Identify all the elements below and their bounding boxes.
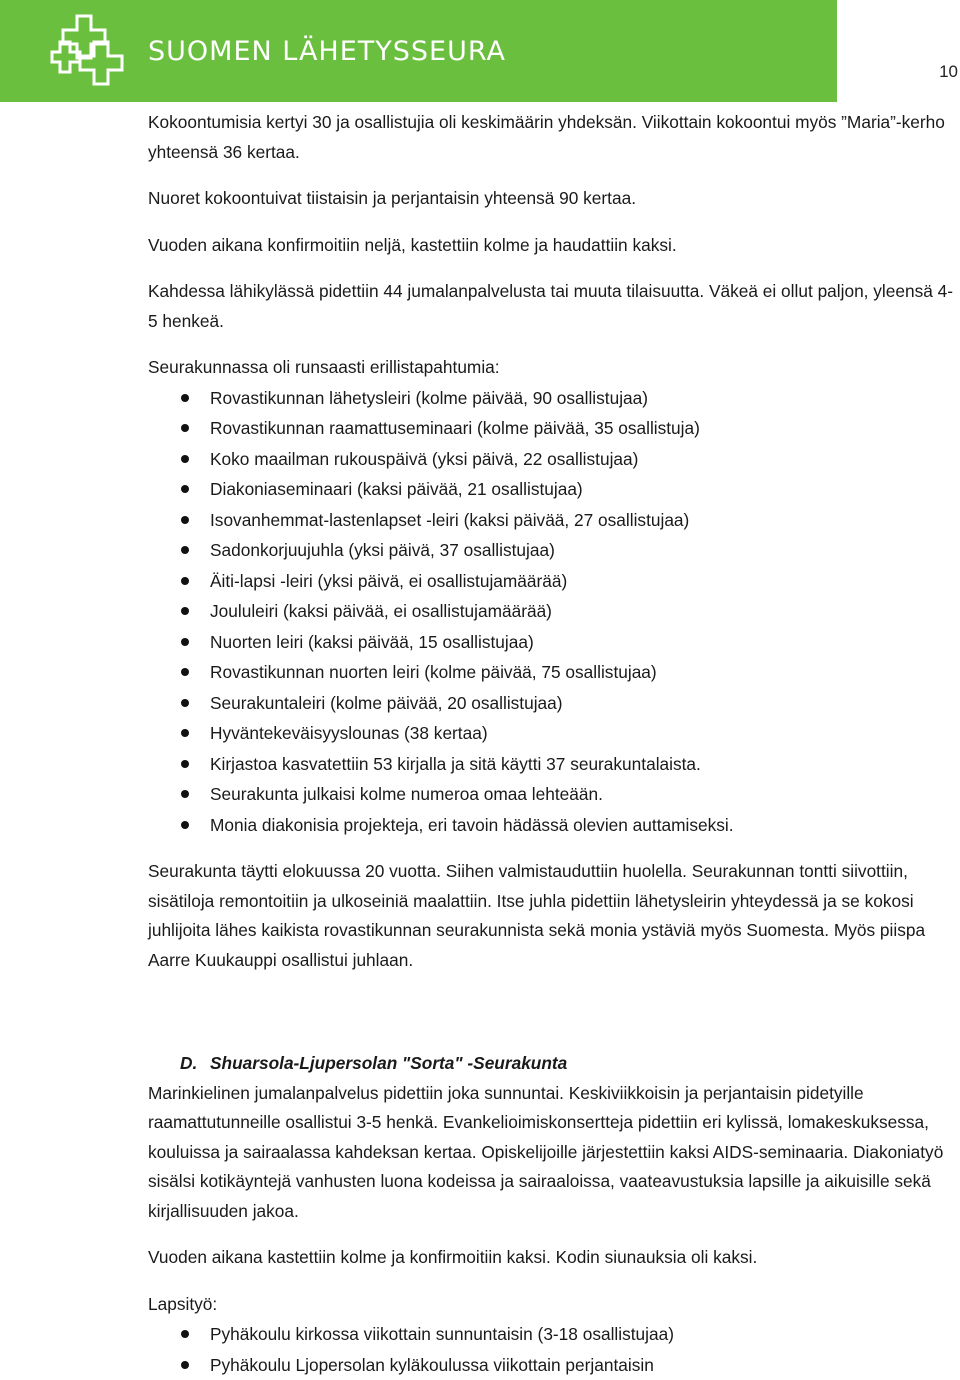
list-item-text: Isovanhemmat-lastenlapset -leiri (kaksi päivää, 27 osallistujaa)	[210, 510, 689, 530]
list-item-text: Äiti-lapsi -leiri (yksi päivä, ei osallistujamäärää)	[210, 571, 567, 591]
list-item	[148, 749, 958, 780]
list-item-text: Pyhäkoulu kirkossa viikottain sunnuntaisin (3-18 osallistujaa)	[210, 1324, 674, 1344]
page-number: 10	[939, 62, 958, 82]
list-item	[148, 718, 958, 749]
events-intro: Seurakunnassa oli runsaasti erillistapahtumia:	[148, 353, 958, 383]
list-item-text: Sadonkorjuujuhla (yksi päivä, 37 osallistujaa)	[210, 540, 555, 560]
bullet-icon	[181, 546, 189, 554]
paragraph-youth: Nuoret kokoontuivat tiistaisin ja perjantaisin yhteensä 90 kertaa.	[148, 184, 958, 214]
section-title: Shuarsola-Ljupersolan "Sorta" -Seurakunta	[210, 1053, 567, 1073]
bullet-icon	[181, 729, 189, 737]
list-item-text: Rovastikunnan nuorten leiri (kolme päivää, 75 osallistujaa)	[210, 662, 657, 682]
list-item	[148, 657, 958, 688]
list-item	[148, 596, 958, 627]
list-item-text: Seurakunta julkaisi kolme numeroa omaa lehteään.	[210, 784, 603, 804]
bullet-icon	[181, 516, 189, 524]
bullet-icon	[181, 577, 189, 585]
list-item	[148, 535, 958, 566]
list-item	[148, 444, 958, 475]
list-item	[148, 688, 958, 719]
bullet-icon	[181, 790, 189, 798]
list-item-text: Kirjastoa kasvatettiin 53 kirjalla ja sitä käytti 37 seurakuntalaista.	[210, 754, 701, 774]
list-item-text: Nuorten leiri (kaksi päivää, 15 osallistujaa)	[210, 632, 534, 652]
bullet-icon	[181, 455, 189, 463]
bullet-icon	[181, 668, 189, 676]
list-item	[148, 627, 958, 658]
paragraph-ceremonies: Vuoden aikana konfirmoitiin neljä, kastettiin kolme ja haudattiin kaksi.	[148, 231, 958, 261]
document-body	[148, 108, 958, 1380]
list-item	[148, 810, 958, 841]
list-item-text: Rovastikunnan lähetysleiri (kolme päivää, 90 osallistujaa)	[210, 388, 648, 408]
list-item-text: Koko maailman rukouspäivä (yksi päivä, 22 osallistujaa)	[210, 449, 638, 469]
bullet-icon	[181, 424, 189, 432]
list-item	[148, 413, 958, 444]
list-item-text: Seurakuntaleiri (kolme päivää, 20 osallistujaa)	[210, 693, 563, 713]
list-item	[148, 383, 958, 414]
events-list	[148, 383, 958, 841]
bullet-icon	[181, 821, 189, 829]
list-item	[148, 1350, 958, 1380]
children-work-label: Lapsityö:	[148, 1290, 958, 1320]
list-item	[148, 566, 958, 597]
bullet-icon	[181, 1361, 189, 1369]
paragraph-anniversary: Seurakunta täytti elokuussa 20 vuotta. Siihen valmistauduttiin huolella. Seurakunnan tontti siivottiin, sisätiloja remontoitiin ja ulkoseiniä maalattiin. Itse juhla pidettiin lähetysleirin yhteydessä ja se kokosi juhlijoita lähes kaikista rovastikunnan seurakunnista sekä monia ystäviä myös Suomesta. Myös piispa Aarre Kuukauppi osallistui juhlaan.	[148, 857, 958, 975]
paragraph-meetings: Kokoontumisia kertyi 30 ja osallistujia oli keskimäärin yhdeksän. Viikottain kokoontui myös ”Maria”-kerho yhteensä 36 kertaa.	[148, 108, 958, 167]
section-heading-d	[148, 1049, 958, 1079]
list-item-text: Diakoniaseminaari (kaksi päivää, 21 osallistujaa)	[210, 479, 583, 499]
bullet-icon	[181, 760, 189, 768]
list-item-text: Rovastikunnan raamattuseminaari (kolme päivää, 35 osallistuja)	[210, 418, 700, 438]
bullet-icon	[181, 607, 189, 615]
paragraph-section-d-ceremonies: Vuoden aikana kastettiin kolme ja konfirmoitiin kaksi. Kodin siunauksia oli kaksi.	[148, 1243, 958, 1273]
bullet-icon	[181, 699, 189, 707]
bullet-icon	[181, 1330, 189, 1338]
list-item-text: Monia diakonisia projekteja, eri tavoin hädässä olevien auttamiseksi.	[210, 815, 734, 835]
bullet-icon	[181, 485, 189, 493]
paragraph-villages: Kahdessa lähikylässä pidettiin 44 jumalanpalvelusta tai muuta tilaisuutta. Väkeä ei ollut paljon, yleensä 4-5 henkeä.	[148, 277, 958, 336]
paragraph-section-d-services: Marinkielinen jumalanpalvelus pidettiin joka sunnuntai. Keskiviikkoisin ja perjantaisin pidetyille raamattutunneille osallistui 3-5 henkä. Evankelioimiskonsertteja pidettiin eri kylissä, lomakeskuksessa, kouluissa ja sairaalassa kahdeksan kertaa. Opiskelijoille järjestettiin kaksi AIDS-seminaaria. Diakoniatyö sisälsi kotikäyntejä vanhusten luona kodeissa ja sairaaloissa, vaateavustuksia lapsille ja aikuisille sekä kirjallisuuden jakoa.	[148, 1079, 958, 1227]
cross-logo-icon	[50, 12, 130, 92]
list-item	[148, 779, 958, 810]
list-item	[148, 1319, 958, 1350]
list-item	[148, 474, 958, 505]
section-letter: D.	[180, 1049, 210, 1079]
list-item-text: Joululeiri (kaksi päivää, ei osallistujamäärää)	[210, 601, 552, 621]
bullet-icon	[181, 638, 189, 646]
header-bar	[0, 0, 837, 102]
organization-name: SUOMEN LÄHETYSSEURA	[148, 36, 506, 67]
list-item-text: Pyhäkoulu Ljopersolan kyläkoulussa viikottain perjantaisin	[210, 1355, 654, 1375]
list-item-text: Hyväntekeväisyyslounas (38 kertaa)	[210, 723, 488, 743]
bullet-icon	[181, 394, 189, 402]
children-work-list	[148, 1319, 958, 1380]
list-item	[148, 505, 958, 536]
